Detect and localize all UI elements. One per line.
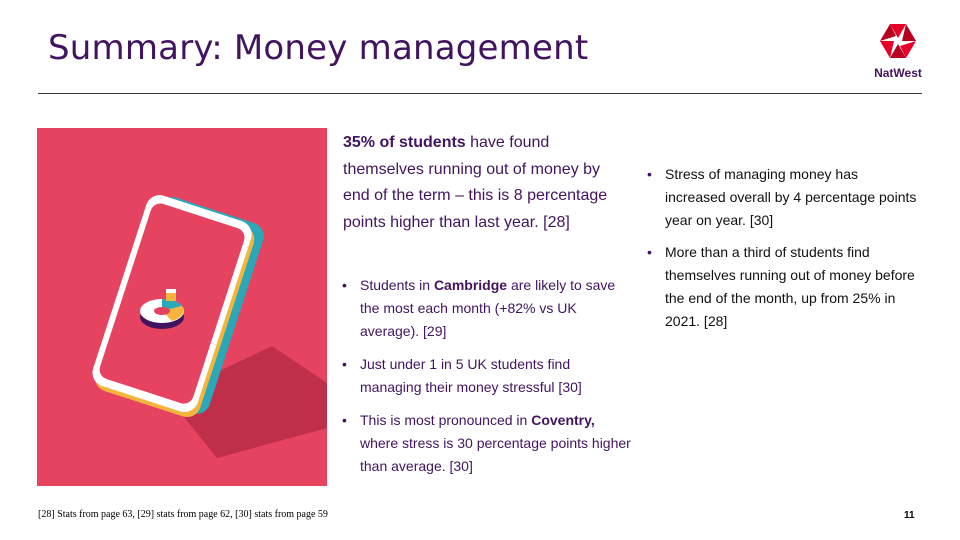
lead-strong: 35% of students — [343, 134, 466, 151]
bullet-dot: • — [647, 244, 652, 260]
list-item — [342, 353, 632, 399]
page-title: Summary: Money management — [48, 28, 589, 68]
footnote: [28] Stats from page 63, [29] stats from page 62, [30] stats from page 59 — [38, 509, 328, 520]
logo-wordmark: NatWest — [874, 66, 922, 80]
bullet-text: are likely to save the most each month (+82% vs UK average). [29] — [360, 277, 616, 339]
bullet-text: This is most pronounced in — [360, 412, 532, 428]
lead-paragraph — [343, 130, 623, 236]
bullet-dot: • — [342, 412, 347, 428]
list-item — [342, 409, 632, 478]
bullet-text: where stress is 30 percentage points higher than average. [30] — [360, 435, 631, 474]
bullet-bold: Cambridge — [433, 277, 508, 293]
bullet-dot: • — [647, 166, 652, 182]
list-item — [647, 163, 917, 232]
natwest-logo-icon — [876, 22, 920, 64]
title-divider — [38, 93, 922, 94]
list-item — [342, 274, 632, 343]
bullet-dot: • — [342, 277, 347, 293]
phone-illustration — [37, 128, 327, 486]
bullet-text: More than a third of students find themselves running out of money before the end of the month, up from 25% in 2021. [28] — [665, 244, 915, 329]
bullet-dot: • — [342, 356, 347, 372]
bullet-bold: Coventry, — [531, 412, 595, 428]
bullet-text: Students in — [360, 277, 434, 293]
page-number: 11 — [904, 510, 915, 521]
right-bullet-list — [647, 163, 917, 342]
list-item — [647, 241, 917, 333]
lead-text: have found themselves running out of money by end of the term – this is 8 percentage points higher than last year. [28] — [343, 134, 608, 231]
bullet-text: Stress of managing money has increased overall by 4 percentage points year on year. [30] — [665, 166, 917, 228]
natwest-logo — [868, 22, 928, 82]
bullet-text: Just under 1 in 5 UK students find managing their money stressful [30] — [360, 356, 582, 395]
left-bullet-list — [342, 274, 632, 488]
